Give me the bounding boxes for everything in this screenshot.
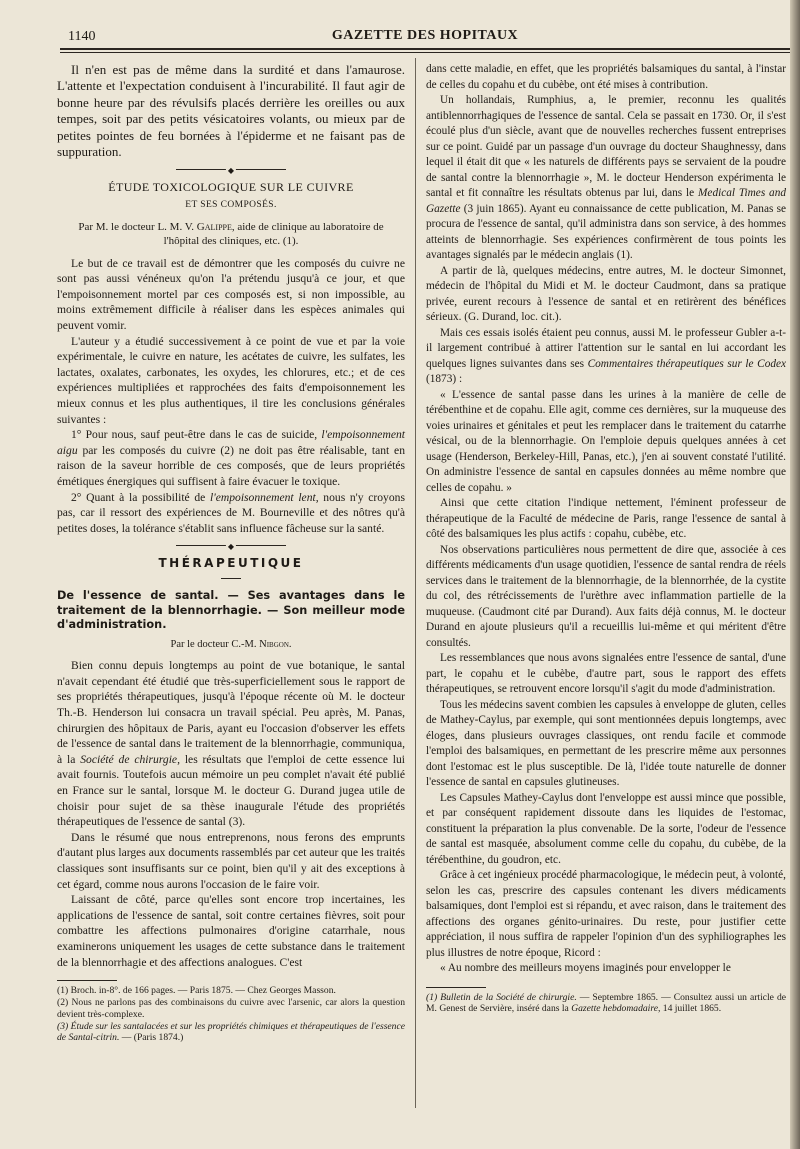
etude-subtitle: ET SES COMPOSÉS.: [185, 200, 277, 211]
text-run: Bien connu depuis longtemps au point de vue botanique, le santal n'avait cependant été étudié que très-superficiellement sous le rapport de ses propriétés thérapeutiques, jusqu'à l'époque récente où M. le docteur Th.-B. Henderson lui consacra un travail spécial. Peu après, M. Panas, chirurgien des hôpitaux de Paris, ayant eu l'occasion d'observer les effets de l'essence de santal dans le traitement de la blennorrhagie, communiqua, à la: [57, 659, 405, 766]
right-paragraph-4: [426, 326, 786, 388]
text-run: — (Paris 1874.): [119, 1032, 184, 1044]
text-run: Mais ces essais isolés étaient peu connus, aussi M. le professeur Gubler a-t-il largement contribué à attirer l'attention sur le santal en lui accordant les quelques lignes suivantes dans ses: [426, 326, 786, 370]
page-header: [60, 27, 790, 47]
right-paragraph-11: Grâce à cet ingénieux procédé pharmacologique, le médecin peut, à volonté, selon les cas, prescrire des capsules contenant les divers médicaments balsamiques, dont l'emploi est si répandu, et avec raison, dans le traitement des affections des organes génito-urinaires. Du reste, pour justifier cette appréciation, il nous suffira de rappeler l'opinion d'un des syphiliographes les plus illustres de notre époque, Ricord :: [426, 869, 786, 959]
section-separator: [176, 545, 286, 546]
byline-prefix: Par le docteur C.-M.: [170, 638, 257, 650]
emphasis: l'empoisonnement aigu: [57, 428, 405, 457]
byline-suffix: , aide de clinique au laboratoire de l'hôpital des cliniques, etc. (1).: [163, 220, 384, 247]
text-run: (1873) :: [426, 373, 463, 385]
emphasis: Medical Times and Gazette: [426, 187, 786, 215]
footnote-2: (2) Nous ne parlons pas des combinaisons du cuivre avec l'arsenic, car alors la question devient très-complexe.: [57, 996, 405, 1020]
etude-paragraph-1: Le but de ce travail est de démontrer que les composés du cuivre ne sont pas aussi vénéneux qu'on l'a prétendu jusqu'à ce jour, et que l'empoisonnement mortel par ces composés est, si non impossible, au moins extrêmement difficile à réaliser dans les espèces animales qui peuvent vomir.: [57, 256, 405, 332]
section-separator: [176, 169, 286, 170]
page-number: 1140: [68, 29, 96, 44]
text-run: 14 juillet 1865.: [660, 1003, 722, 1015]
page-edge: [790, 0, 800, 1149]
left-column: [57, 62, 405, 1044]
emphasis: Commentaires thérapeutiques sur le Codex: [587, 357, 787, 370]
etude-paragraph-2: L'auteur y a étudié successivement à ce point de vue et par la voie expérimentale, le cuivre en nature, les acétates de cuivre, les sulfates, les lactates, oxalates, carbonates, les oxydes, les chlorures, etc.; et de ces expériences multipliées et rapprochées des faits d'empoisonnement les mieux connus et les plus authentiques, il tire les conclusions générales suivantes :: [57, 334, 405, 426]
short-rule: [221, 578, 241, 579]
footnote-rule: [426, 987, 486, 988]
right-paragraph-10: Les Capsules Mathey-Caylus dont l'enveloppe est aussi mince que possible, et par conséquent rapidement dissoute dans les liquides de l'estomac, constituent la préparation la plus convenable. De la sorte, l'odeur de l'essence de santal est masquée, absolument comme celle du copahu, du cubèbe, de la térébenthine, du goudron, etc.: [426, 791, 786, 866]
right-footnote-1: [426, 992, 786, 1016]
article-byline: [57, 637, 405, 653]
right-paragraph-5: « L'essence de santal passe dans les urines à la manière de celle de térébenthine et de copahu. Elle agit, comme ces dernières, sur la muqueuse des voies urinaires et génitales et peut les remplacer dans le traitement du catarrhe vésical, ou de la blennorrhagie. On l'emploie depuis quelques années à cet usage (Henderson, Berkeley-Hill, Panas, etc.), j'en ai souvent constaté l'utilité. On administre l'essence de santal en capsules données au même nombre que celles de copahu. »: [426, 388, 786, 494]
author-name: Galippe: [196, 220, 232, 233]
emphasis: Gazette hebdomadaire,: [571, 1003, 661, 1015]
article-paragraph-1: [57, 658, 405, 830]
header-rule-thin: [60, 52, 790, 53]
text-run: — Septembre 1865. — Consultez aussi un article de M. Genest de Servière, inséré dans la: [426, 991, 786, 1015]
text-run: (3 juin 1865). Ayant eu connaissance de cette publication, M. Panas se procura de l'essence de santal, qu'il administra dans son service, à des hommes atteints de blennorrhagie. Ses expériences confirmèrent de tous points les avantages signalés par le médecin anglais (1).: [426, 202, 787, 261]
emphasis: (1) Bulletin de la Société de chirurgie.: [426, 991, 577, 1003]
text-run: 1° Pour nous, sauf peut-être dans le cas de suicide,: [71, 428, 318, 442]
text-run: par les composés du cuivre (2) ne doit pas être réalisable, tant en raison de la saveur horrible de ces composés, que de leurs propriétés émétiques énergiques qui suffisent à faire évacuer le toxique.: [57, 443, 406, 488]
right-paragraph-7: Nos observations particulières nous permettent de dire que, associée à ces différents médicaments d'un usage quotidien, l'essence de santal rendra de réels services dans le traitement de la blennorrhagie, de la blennorrhée, de la cystite du col, des rétrécissements de l'urèthre avec inflammation partielle de la muqueuse. (Caudmont cité par Durand). Aux faits déjà connus, M. le docteur Durand en ajoute plusieurs qu'il a recueillis lui-même et qui méritent d'être consultés.: [426, 543, 786, 649]
text-run: nous n'y croyons pas, car il ressort des expériences de M. Bourneville et des nôtres qu'à petites doses, la tolérance s'établit sans influence fâcheuse sur la santé.: [57, 490, 405, 535]
intro-paragraph: Il n'en est pas de même dans la surdité et dans l'amaurose. L'attente et l'expectation conduisent à l'incurabilité. Il faut agir de bonne heure par des révulsifs placés derrière les oreilles ou aux tempes, soit par des petits vésicatoires volants, ou mieux par de petites pointes de feu bornées à l'épiderme et ne faisant pas de suppuration.: [57, 62, 405, 160]
etude-paragraph-4: [57, 490, 405, 537]
emphasis: l'empoisonnement lent,: [210, 490, 319, 504]
text-run: Un hollandais, Rumphius, a, le premier, reconnu les qualités antiblennorrhagiques de l'essence de santal. Cela se passait en 1730. Or, il s'est écoulé plus d'un siècle, avant que de nouvelles recherches fussent entreprises sur ce point. Guidé par un passage d'un ouvrage du docteur Shaughnessy, dans lequel il était dit que « les naturels de différents pays se servaient de la poudre de santal contre la blennorrhagie », M. le docteur Henderson expérimenta le santal et fit connaître les résultats obtenus par lui, dans le: [426, 94, 786, 199]
article-paragraph-3: Laissant de côté, parce qu'elles sont encore trop incertaines, les applications de l'essence de santal, soit contre certaines fièvres, soit pour combattre les affections pulmonaires d'origine catarrhale, nous examinerons uniquement les usages de cette substance dans le traitement de la blennorrhagie et des affections analogues. C'est: [57, 893, 405, 969]
right-paragraph-6: Ainsi que cette citation l'indique nettement, l'éminent professeur de thérapeutique de la Faculté de médecine de Paris, range l'essence de santal à côté des balsamiques les plus actifs : copahu, cubèbe, etc.: [426, 497, 786, 540]
text-run: les résultats que l'emploi de cette essence lui avait fournis. Toutefois aucun mémoire un peu complet n'avait été publié en France sur le santal, lorsque M. le docteur G. Durand jugea utile de choisir pour sujet de sa thèse inaugurale l'étude des propriétés thérapeutiques de l'essence de santal (3).: [57, 752, 405, 829]
column-divider: [415, 58, 416, 1108]
footnote-rule: [57, 980, 117, 981]
etude-title: ÉTUDE TOXICOLOGIQUE SUR LE CUIVRE: [108, 180, 354, 195]
article-title: De l'essence de santal. — Ses avantages dans le traitement de la blennorrhagie. — Son meilleur mode d'administration.: [57, 588, 405, 632]
journal-title: GAZETTE DES HOPITAUX: [331, 28, 519, 43]
right-paragraph-12: « Au nombre des meilleurs moyens imaginés pour envelopper le: [440, 962, 731, 974]
right-paragraph-3: A partir de là, quelques médecins, entre autres, M. le docteur Simonnet, médecin de l'hôpital du Midi et M. le docteur Caudmont, dans sa pratique privée, eurent recours à l'essence de santal et en retirèrent des bénéfices sérieux. (G. Durand, loc. cit.).: [426, 264, 786, 323]
right-paragraph-1: dans cette maladie, en effet, que les propriétés balsamiques du santal, à l'instar de celles du copahu et du cubèbe, ont été mises à contribution.: [426, 63, 786, 91]
header-rule: [60, 48, 790, 50]
right-paragraph-9: Tous les médecins savent combien les capsules à enveloppe de gluten, celles de Mathey-Caylus, par exemple, qui sont mentionnées depuis longtemps, avec éloges, dans plusieurs ouvrages classiques, ont rendu facile et commode l'emploi des balsamiques, en permettant de les prescrire même aux personnes dont l'estomac est le plus susceptible. De là, l'idée toute naturelle de donner l'essence de santal en capsules glutineuses.: [426, 698, 786, 788]
text-run: 2° Quant à la possibilité de: [71, 490, 206, 504]
section-heading: THÉRAPEUTIQUE: [158, 556, 304, 571]
footnote-3: [57, 1021, 405, 1045]
emphasis: Société de chirurgie,: [80, 752, 180, 766]
right-column: [426, 62, 786, 1015]
emphasis: (3) Étude sur les santalacées et sur les propriétés chimiques et thérapeutiques de l'essence de Santal-citrin.: [57, 1020, 405, 1044]
byline-prefix: Par M. le docteur L. M. V.: [78, 220, 195, 233]
etude-byline: [65, 220, 397, 248]
etude-paragraph-3: [57, 427, 405, 489]
author-name: Nibgon.: [259, 638, 292, 650]
right-paragraph-8: Les ressemblances que nous avons signalées entre l'essence de santal, d'une part, le copahu et le cubèbe, d'autre part, sous le rapport des effets thérapeutiques, se retrouvent encore lorsqu'il s'agit du mode d'administration.: [426, 652, 786, 695]
footnote-1: (1) Broch. in-8°. de 166 pages. — Paris 1875. — Chez Georges Masson.: [57, 985, 336, 997]
article-paragraph-2: Dans le résumé que nous entreprenons, nous ferons des emprunts d'autant plus larges aux documents rassemblés par cet auteur que les traités classiques sont insuffisants sur ce point, bien qu'il y ait des exceptions à cet égard, comme nous aurons l'occasion de le faire voir.: [57, 830, 405, 891]
right-paragraph-2: [426, 93, 786, 264]
